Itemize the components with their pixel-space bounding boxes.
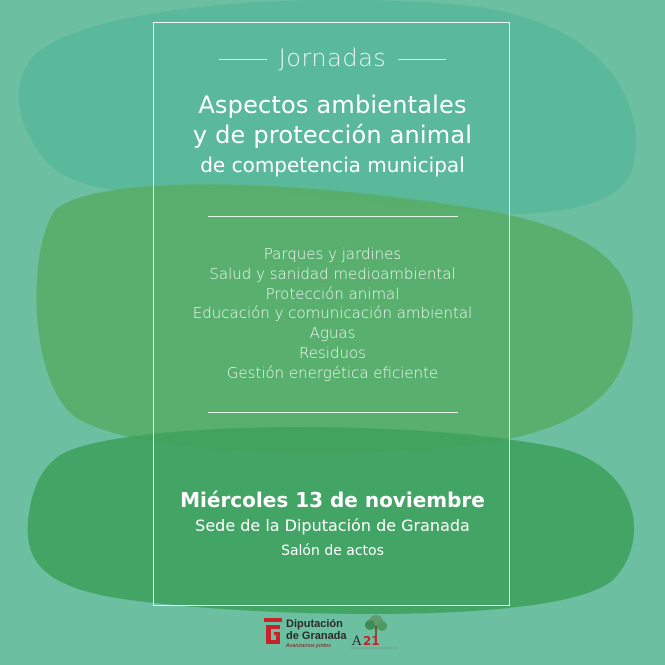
topic-item: Gestión energética eficiente [226, 363, 439, 382]
diputacion-name-line-1: Diputación [286, 618, 343, 630]
eyebrow-rule-left [219, 59, 267, 60]
topic-item: Residuos [299, 343, 366, 362]
divider-bottom [208, 412, 458, 413]
event-title [0, 90, 665, 178]
title-line-3: de competencia municipal [200, 153, 465, 177]
topic-list [0, 245, 665, 384]
topic-item: Protección animal [265, 284, 400, 303]
eyebrow-label: Jornadas [278, 44, 387, 72]
eyebrow [0, 44, 665, 72]
svg-text:A: A [352, 634, 362, 649]
event-date: Miércoles 13 de noviembre [180, 488, 485, 512]
event-venue: Sede de la Diputación de Granada [195, 516, 470, 535]
event-details [0, 486, 665, 562]
divider-top [208, 216, 458, 217]
a21-tree-icon [350, 612, 400, 657]
topic-item: Parques y jardines [263, 245, 402, 263]
title-line-2: y de protección animal [192, 121, 473, 149]
event-room: Salón de actos [281, 543, 384, 559]
diputacion-granada-logo [260, 612, 350, 657]
diputacion-emblem-icon [262, 616, 286, 650]
a21-logo [350, 612, 400, 657]
title-line-1: Aspectos ambientales [198, 91, 467, 119]
topic-item: Aguas [309, 324, 356, 343]
svg-text:21: 21 [363, 634, 380, 648]
topic-item: Educación y comunicación ambiental [192, 304, 473, 323]
diputacion-name-line-2: de Granada [286, 630, 347, 642]
diputacion-tagline: Avanzamos juntos [286, 643, 331, 649]
topic-item: Salud y sanidad medioambiental [209, 264, 456, 283]
eyebrow-rule-right [398, 59, 446, 60]
